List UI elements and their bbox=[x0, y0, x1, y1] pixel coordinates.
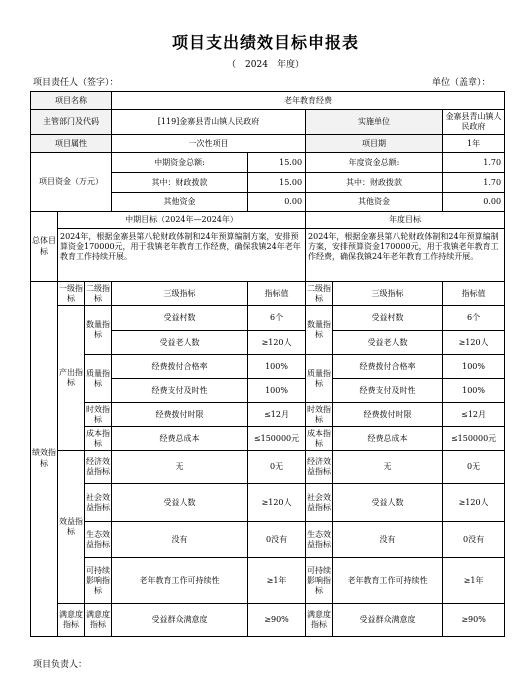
mid-total-value: 15.00 bbox=[248, 153, 306, 173]
mid-other-value: 0.00 bbox=[248, 193, 306, 212]
indicator-name-right: 经费拨付时限 bbox=[333, 403, 443, 427]
output-indicators-label: 产出指标 bbox=[58, 306, 85, 451]
indicator-value: ≤150000元 bbox=[248, 427, 306, 451]
indicator-value-right: ≤12月 bbox=[443, 403, 505, 427]
econ-indicator-label: 经济效益指标 bbox=[85, 451, 112, 484]
year-other-value: 0.00 bbox=[443, 193, 505, 212]
indicator-value: ≥1年 bbox=[248, 558, 306, 604]
indicator-name: 没有 bbox=[112, 522, 248, 558]
indicator-value: ≥90% bbox=[248, 604, 306, 637]
indicator-value: 100% bbox=[248, 355, 306, 379]
indicator-name-right: 经费总成本 bbox=[333, 427, 443, 451]
effect-indicators-label: 效益指标 bbox=[58, 451, 85, 604]
level3-header-right: 三级指标 bbox=[333, 282, 443, 306]
value-header: 指标值 bbox=[248, 282, 306, 306]
quality-indicator-label: 质量指标 bbox=[85, 355, 112, 403]
year-goal-header: 年度目标 bbox=[306, 212, 505, 229]
project-name-row bbox=[31, 92, 505, 110]
goal-text-row bbox=[31, 229, 505, 282]
indicator-value-right: 6个 bbox=[443, 306, 505, 331]
table-row bbox=[31, 522, 505, 558]
indicator-name: 受益村数 bbox=[112, 306, 248, 331]
indicator-name: 受益老人数 bbox=[112, 331, 248, 355]
unit-seal-label: 单位（盖章）： bbox=[432, 78, 491, 88]
mid-other-label: 其他资金 bbox=[112, 193, 248, 212]
social-indicator-label: 社会效益指标 bbox=[85, 484, 112, 522]
indicator-name-right: 受益群众满意度 bbox=[333, 604, 443, 637]
year-goal-text: 2024年，根据金寨县第八轮财政体制和24年预算编制方案，安排预算资金170000元，用于我镇老年教育工作经费，确保我镇24年老年教育工作持续开展。 bbox=[306, 229, 505, 282]
year-other-label: 其他资金 bbox=[306, 193, 443, 212]
year-total-label: 年度资金总额: bbox=[306, 153, 443, 173]
indicator-name-right: 受益村数 bbox=[333, 306, 443, 331]
indicator-name-right: 老年教育工作可持续性 bbox=[333, 558, 443, 604]
indicator-name: 经费拨付时限 bbox=[112, 403, 248, 427]
dept-label: 主管部门及代码 bbox=[31, 110, 112, 135]
social-indicator-label-right: 社会效益指标 bbox=[306, 484, 333, 522]
indicator-value: ≥120人 bbox=[248, 331, 306, 355]
indicator-name: 老年教育工作可持续性 bbox=[112, 558, 248, 604]
indicator-value: 0无 bbox=[248, 451, 306, 484]
indicator-name-right: 受益人数 bbox=[333, 484, 443, 522]
indicator-name: 经费拨付合格率 bbox=[112, 355, 248, 379]
sustain-indicator-label-right: 可持续影响指标 bbox=[306, 558, 333, 604]
indicator-value: ≥120人 bbox=[248, 484, 306, 522]
year-line: （ 2024 年度） bbox=[227, 60, 304, 70]
mid-total-label: 中期资金总额: bbox=[112, 153, 248, 173]
sustain-indicator-label: 可持续影响指标 bbox=[85, 558, 112, 604]
attr-row bbox=[31, 135, 505, 153]
performance-form-table bbox=[30, 91, 505, 637]
timeliness-indicator-label-right: 时效指标 bbox=[306, 403, 333, 427]
value-header-right: 指标值 bbox=[443, 282, 505, 306]
timeliness-indicator-label: 时效指标 bbox=[85, 403, 112, 427]
project-name-label: 项目名称 bbox=[31, 92, 112, 110]
indicator-value: 6个 bbox=[248, 306, 306, 331]
period-value: 1年 bbox=[443, 135, 505, 153]
responsible-signature-label: 项目责任人（签字）： bbox=[33, 78, 119, 88]
overall-goal-label: 总体目标 bbox=[31, 212, 58, 282]
goal-header-row bbox=[31, 212, 505, 229]
eco-indicator-label: 生态效益指标 bbox=[85, 522, 112, 558]
indicator-name: 受益群众满意度 bbox=[112, 604, 248, 637]
dept-value: [119]金寨县青山镇人民政府 bbox=[112, 110, 306, 135]
indicator-value-right: ≥120人 bbox=[443, 331, 505, 355]
indicator-value-right: ≤150000元 bbox=[443, 427, 505, 451]
indicator-value: ≤12月 bbox=[248, 403, 306, 427]
indicator-name-right: 经费拨付合格率 bbox=[333, 355, 443, 379]
indicator-value-right: 100% bbox=[443, 355, 505, 379]
indicator-name: 经费总成本 bbox=[112, 427, 248, 451]
econ-indicator-label-right: 经济效益指标 bbox=[306, 451, 333, 484]
quantity-indicator-label-right: 数量指标 bbox=[306, 306, 333, 355]
table-row bbox=[31, 427, 505, 451]
mid-fiscal-label: 其中：财政拨款 bbox=[112, 173, 248, 193]
table-row bbox=[31, 355, 505, 379]
mid-goal-text: 2024年，根据金寨县第八轮财政体制和24年预算编制方案，安排预算资金170000元，用于我镇老年教育工作经费，确保我镇24年老年教育工作持续开展。 bbox=[58, 229, 306, 282]
period-label: 项目期 bbox=[306, 135, 443, 153]
cost-indicator-label: 成本指标 bbox=[85, 427, 112, 451]
satisfaction-indicator-label-right: 满意度指标 bbox=[306, 604, 333, 637]
satisfaction-indicator-label: 满意度指标 bbox=[85, 604, 112, 637]
indicator-value-right: 0没有 bbox=[443, 522, 505, 558]
indicator-name-right: 受益老人数 bbox=[333, 331, 443, 355]
year-fiscal-value: 1.70 bbox=[443, 173, 505, 193]
mid-fiscal-value: 15.00 bbox=[248, 173, 306, 193]
indicator-name-right: 经费支付及时性 bbox=[333, 379, 443, 403]
table-row bbox=[31, 451, 505, 484]
quantity-indicator-label: 数量指标 bbox=[85, 306, 112, 355]
indicator-name: 受益人数 bbox=[112, 484, 248, 522]
indicator-value-right: ≥1年 bbox=[443, 558, 505, 604]
indicator-value-right: 100% bbox=[443, 379, 505, 403]
project-name-value: 老年教育经费 bbox=[112, 92, 505, 110]
satisfaction-indicators-label: 满意度指标 bbox=[58, 604, 85, 637]
indicator-name-right: 无 bbox=[333, 451, 443, 484]
indicator-value: 0没有 bbox=[248, 522, 306, 558]
table-row bbox=[31, 306, 505, 331]
table-row bbox=[31, 558, 505, 604]
indicator-value-right: ≥120人 bbox=[443, 484, 505, 522]
table-row bbox=[31, 403, 505, 427]
project-leader-label: 项目负责人： bbox=[33, 660, 88, 670]
indicator-name-right: 没有 bbox=[333, 522, 443, 558]
level1-header: 一级指标 bbox=[58, 282, 85, 306]
impl-unit-label: 实施单位 bbox=[306, 110, 443, 135]
dept-row bbox=[31, 110, 505, 135]
indicator-value-right: ≥90% bbox=[443, 604, 505, 637]
level2-header: 二级指标 bbox=[85, 282, 112, 306]
indicator-value: 100% bbox=[248, 379, 306, 403]
perf-indicators-label: 绩效指标 bbox=[31, 282, 58, 637]
table-row bbox=[31, 484, 505, 522]
year-total-value: 1.70 bbox=[443, 153, 505, 173]
funds-label: 项目资金（万元） bbox=[31, 153, 112, 212]
funds-row-total bbox=[31, 153, 505, 173]
mid-goal-header: 中期目标（2024年—2024年） bbox=[58, 212, 306, 229]
indicator-value-right: 0无 bbox=[443, 451, 505, 484]
page-title: 项目支出绩效目标申报表 bbox=[171, 33, 359, 52]
indicator-name: 经费支付及时性 bbox=[112, 379, 248, 403]
level3-header: 三级指标 bbox=[112, 282, 248, 306]
year-fiscal-label: 其中：财政拨款 bbox=[306, 173, 443, 193]
quality-indicator-label-right: 质量指标 bbox=[306, 355, 333, 403]
cost-indicator-label-right: 成本指标 bbox=[306, 427, 333, 451]
attr-label: 项目属性 bbox=[31, 135, 112, 153]
eco-indicator-label-right: 生态效益指标 bbox=[306, 522, 333, 558]
indicator-name: 无 bbox=[112, 451, 248, 484]
attr-value: 一次性项目 bbox=[112, 135, 306, 153]
level2-header-right: 二级指标 bbox=[306, 282, 333, 306]
impl-unit-value: 金寨县青山镇人民政府 bbox=[443, 110, 505, 135]
table-row bbox=[31, 604, 505, 637]
perf-header-row bbox=[31, 282, 505, 306]
